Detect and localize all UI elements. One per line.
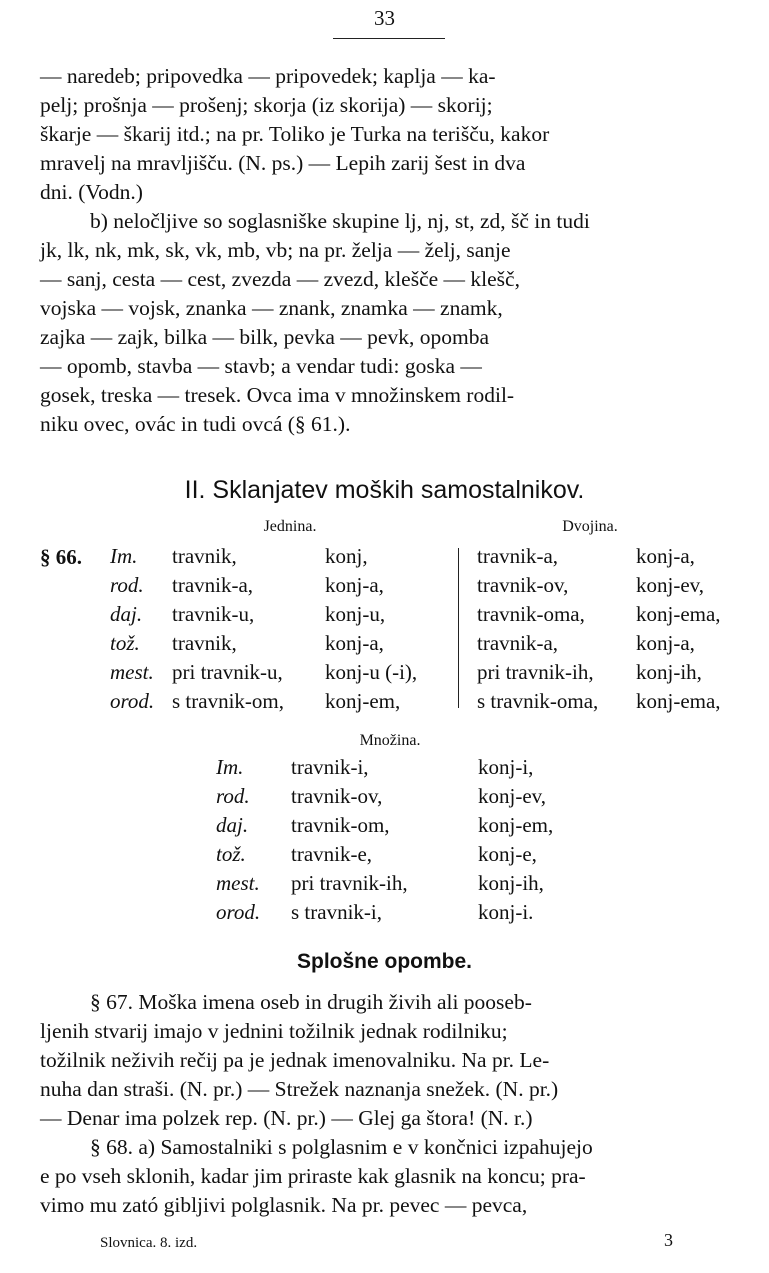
footer-signature: Slovnica. 8. izd. <box>100 1235 198 1251</box>
column-divider <box>458 548 459 708</box>
plural-konj: konj-e, <box>478 842 537 866</box>
dual-konj: konj-ev, <box>636 573 705 597</box>
text-line: ljenih stvarij imajo v jednini tožilnik jednak rodilniku; <box>40 1019 508 1043</box>
subheading-splosne-opombe: Splošne opombe. <box>296 950 472 973</box>
case-label: tož. <box>110 631 140 655</box>
dual-travnik: pri travnik-ih, <box>477 660 594 684</box>
text-line: tožilnik neživih rečij pa je jednak imenovalniku. Na pr. Le- <box>40 1048 550 1072</box>
text-line: mravelj na mravljišču. (N. ps.) — Lepih zarij šest in dva <box>40 151 526 175</box>
case-label: daj. <box>110 602 143 626</box>
case-label: tož. <box>216 842 246 866</box>
paragraph-number-66: § 66. <box>40 545 82 569</box>
top-paragraph-block <box>40 62 735 439</box>
dual-travnik: travnik-a, <box>477 631 559 655</box>
dual-konj: konj-a, <box>636 544 695 568</box>
plural-travnik: travnik-ov, <box>291 784 383 808</box>
singular-konj: konj-a, <box>325 631 384 655</box>
dual-konj: konj-ema, <box>636 689 721 713</box>
case-label: Im. <box>110 544 138 568</box>
singular-konj: konj-em, <box>325 689 401 713</box>
section-heading: II. Sklanjatev moških samostalnikov. <box>184 476 585 504</box>
singular-travnik: pri travnik-u, <box>172 660 283 684</box>
text-line: zajka — zajk, bilka — bilk, pevka — pevk, opomba <box>40 325 489 349</box>
mnozina-label: Množina. <box>359 732 421 749</box>
bottom-paragraph-block <box>40 988 735 1220</box>
case-label: rod. <box>216 784 250 808</box>
text-line: § 67. Moška imena oseb in drugih živih ali pooseb- <box>90 990 532 1014</box>
jednina-label: Jednina. <box>263 518 317 535</box>
page-number: 33 <box>374 6 395 30</box>
case-label: Im. <box>216 755 244 779</box>
case-label: mest. <box>216 871 260 895</box>
text-line: § 68. a) Samostalniki s polglasnim e v končnici izpahujejo <box>90 1135 593 1159</box>
case-label: daj. <box>216 813 249 837</box>
text-line: vimo mu zató gibljivi polglasnik. Na pr. pevec — pevca, <box>40 1193 528 1217</box>
text-line: — Denar ima polzek rep. (N. pr.) — Glej ga štora! (N. r.) <box>40 1106 533 1130</box>
dvojina-label: Dvojina. <box>562 518 618 535</box>
plural-konj: konj-em, <box>478 813 554 837</box>
text-line: — naredeb; pripovedka — pripovedek; kaplja — ka- <box>40 64 496 88</box>
singular-konj: konj-u, <box>325 602 386 626</box>
dual-travnik: s travnik-oma, <box>477 689 599 713</box>
case-label: orod. <box>110 689 155 713</box>
plural-travnik: travnik-e, <box>291 842 373 866</box>
plural-travnik: travnik-i, <box>291 755 369 779</box>
plural-travnik: pri travnik-ih, <box>291 871 408 895</box>
case-label: rod. <box>110 573 144 597</box>
text-line: škarje — škarij itd.; na pr. Toliko je Turka na terišču, kakor <box>40 122 550 146</box>
plural-konj: konj-ev, <box>478 784 547 808</box>
singular-travnik: travnik-a, <box>172 573 254 597</box>
text-line: dni. (Vodn.) <box>40 180 143 204</box>
singular-travnik: travnik, <box>172 631 237 655</box>
text-line: b) neločljive so soglasniške skupine lj, nj, st, zd, šč in tudi <box>90 209 590 233</box>
plural-konj: konj-ih, <box>478 871 544 895</box>
dual-travnik: travnik-a, <box>477 544 559 568</box>
text-line: — sanj, cesta — cest, zvezda — zvezd, klešče — klešč, <box>40 267 520 291</box>
plural-travnik: s travnik-i, <box>291 900 382 924</box>
text-line: vojska — vojsk, znanka — znank, znamka — znamk, <box>40 296 503 320</box>
dual-konj: konj-a, <box>636 631 695 655</box>
case-label: orod. <box>216 900 261 924</box>
text-line: — opomb, stavba — stavb; a vendar tudi: goska — <box>40 354 482 378</box>
text-line: pelj; prošnja — prošenj; skorja (iz skorija) — skorij; <box>40 93 493 117</box>
case-label: mest. <box>110 660 154 684</box>
singular-konj: konj, <box>325 544 368 568</box>
dual-konj: konj-ema, <box>636 602 721 626</box>
singular-konj: konj-a, <box>325 573 384 597</box>
text-line: niku ovec, ovác in tudi ovcá (§ 61.). <box>40 412 351 436</box>
text-line: e po vseh sklonih, kadar jim priraste kak glasnik na koncu; pra- <box>40 1164 586 1188</box>
plural-travnik: travnik-om, <box>291 813 390 837</box>
plural-konj: konj-i. <box>478 900 534 924</box>
singular-travnik: travnik, <box>172 544 237 568</box>
dual-travnik: travnik-ov, <box>477 573 569 597</box>
text-line: nuha dan straši. (N. pr.) — Strežek naznanja snežek. (N. pr.) <box>40 1077 559 1101</box>
footer-sheet-number: 3 <box>664 1230 673 1250</box>
plural-konj: konj-i, <box>478 755 534 779</box>
text-line: jk, lk, nk, mk, sk, vk, mb, vb; na pr. želja — želj, sanje <box>40 238 511 262</box>
singular-travnik: s travnik-om, <box>172 689 284 713</box>
dual-travnik: travnik-oma, <box>477 602 585 626</box>
dual-konj: konj-ih, <box>636 660 702 684</box>
header-rule <box>333 38 445 39</box>
text-line: gosek, treska — tresek. Ovca ima v množinskem rodil- <box>40 383 515 407</box>
singular-konj: konj-u (-i), <box>325 660 418 684</box>
singular-travnik: travnik-u, <box>172 602 255 626</box>
